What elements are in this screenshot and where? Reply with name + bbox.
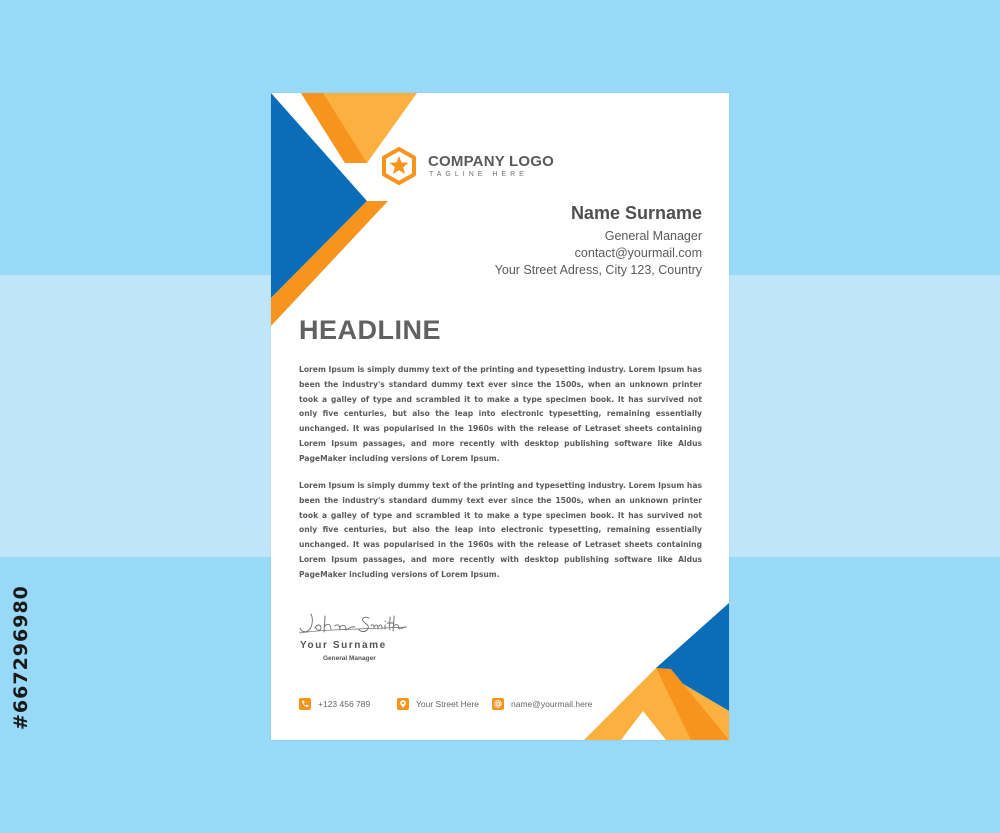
body-paragraph-2: Lorem Ipsum is simply dummy text of the printing and typesetting industry. Lorem Ipsum has been the industry's standard dummy text ever since the 1500s, when an unknown printer took a galley of type and scrambled it to make a type specimen book. It has survived not only five centuries, but also the leap into electronic typesetting, remaining essentially unchanged. It was popularised in the 1960s with the release of Letraset sheets containing Lorem Ipsum passages, and more recently with desktop publishing software like Aldus PageMaker including versions of Lorem Ipsum. xyxy=(299,481,702,579)
phone-icon xyxy=(299,698,311,710)
footer-address-text: Your Street Here xyxy=(416,699,479,709)
at-sign-icon xyxy=(492,698,504,710)
signatory-name: Your Surname xyxy=(300,640,387,651)
contact-address: Your Street Adress, City 123, Country xyxy=(494,263,702,277)
body-paragraph-1: Lorem Ipsum is simply dummy text of the printing and typesetting industry. Lorem Ipsum has been the industry's standard dummy text ever since the 1500s, when an unknown printer took a galley of type and scrambled it to make a type specimen book. It has survived not only five centuries, but also the leap into electronic typesetting, remaining essentially unchanged. It was popularised in the 1960s with the release of Letraset sheets containing Lorem Ipsum passages, and more recently with desktop publishing software like Aldus PageMaker including versions of Lorem Ipsum. xyxy=(299,365,702,463)
location-pin-icon xyxy=(397,698,409,710)
contact-block xyxy=(495,203,702,279)
page-headline: HEADLINE xyxy=(299,315,442,345)
company-logo-name: COMPANY LOGO xyxy=(428,153,555,170)
footer-phone xyxy=(299,698,370,710)
footer-address xyxy=(397,698,479,710)
contact-name: Name Surname xyxy=(570,203,702,223)
contact-email: contact@yourmail.com xyxy=(574,246,702,260)
contact-title: General Manager xyxy=(604,229,702,243)
footer-email xyxy=(492,698,592,710)
hexagon-star-icon xyxy=(381,147,417,185)
signatory-role: General Manager xyxy=(323,655,376,662)
handwritten-signature xyxy=(297,608,409,636)
letterhead-page xyxy=(271,93,729,740)
footer-email-text: name@yourmail.here xyxy=(511,699,593,709)
company-logo-tagline: TAGLINE HERE xyxy=(429,171,528,178)
footer-phone-text: +123 456 789 xyxy=(318,699,371,709)
stock-id-label: #667296980 xyxy=(10,585,32,730)
